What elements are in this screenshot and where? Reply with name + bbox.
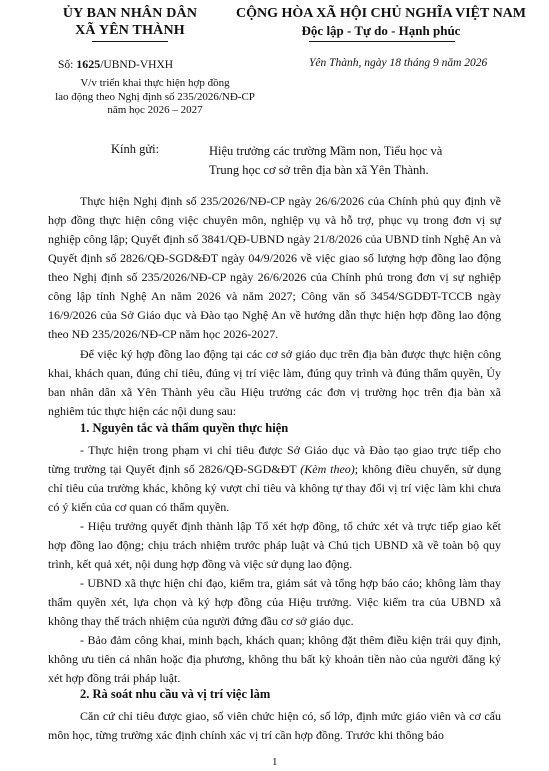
item-1-text-end: ; không điều chuyển, sử dụng chỉ tiêu của trường khác, không ký vượt chỉ tiêu và không tự thay đổi vị trí việc làm khi chưa có ý kiến của cơ quan có thẩm quyền. <box>48 462 501 514</box>
section-1-item-3: - UBND xã thực hiện chỉ đạo, kiểm tra, giám sát và tổng hợp báo cáo; không làm thay thẩm quyền xét, lựa chọn và ký hợp đồng của Hiệu trưởng. Việc kiểm tra của UBND xã không thay thế trách nhiệm của người đứng đầu cơ sở giáo dục. <box>48 576 501 628</box>
doc-number-suffix: /UBND-VHXH <box>100 59 174 71</box>
section-1-item-1 <box>48 441 501 517</box>
item-1-text-start: - Thực hiện trong phạm vi chỉ tiêu được Sở Giáo dục và Đào tạo giao trực tiếp cho từng trường tại Quyết định số 2826/QĐ-SGD&ĐT <box>48 443 501 476</box>
subject-line-3: năm học 2026 – 2027 <box>107 104 203 116</box>
section-1-item-4: - Bảo đảm công khai, minh bạch, khách quan; không đặt thêm điều kiện trái quy định, không ưu tiên cá nhân hoặc địa phương, không thu bất kỳ khoản tiền nào của người đăng ký xét hợp đồng trái pháp luật. <box>48 633 501 685</box>
authority-line-2: XÃ YÊN THÀNH <box>75 23 185 38</box>
national-motto: Độc lập - Tự do - Hạnh phúc <box>301 23 461 38</box>
addressee-line-2: Trung học cơ sở trên địa bàn xã Yên Thành. <box>209 163 429 177</box>
section-1-item-2: - Hiệu trưởng quyết định thành lập Tổ xét hợp đồng, tổ chức xét và trực tiếp giao kết hợp đồng lao động; chịu trách nhiệm trước pháp luật và Chủ tịch UBND xã về toàn bộ quy trình, kết quả xét, nội dung hợp đồng và việc sử dụng lao động. <box>48 519 501 571</box>
national-title <box>226 5 536 39</box>
addressee-label: Kính gửi: <box>111 142 160 156</box>
addressee-line-1: Hiệu trưởng các trường Mầm non, Tiểu học và <box>209 144 443 158</box>
subject-line-1: V/v triển khai thực hiện hợp đồng <box>80 77 230 89</box>
subject-line-2: lao động theo Nghị định số 235/2026/NĐ-CP <box>55 90 255 103</box>
motto-underline <box>309 41 455 42</box>
nation-name: CỘNG HÒA XÃ HỘI CHỦ NGHĨA VIỆT NAM <box>235 6 526 21</box>
section-2-heading: 2. Rà soát nhu cầu và vị trí việc làm <box>80 687 271 701</box>
issue-date: Yên Thành, ngày 18 tháng 9 năm 2026 <box>309 57 488 69</box>
authority-line-1: ỦY BAN NHÂN DÂN <box>62 6 198 21</box>
page-number: 1 <box>272 756 278 768</box>
paragraph-request: Để việc ký hợp đồng lao động tại các cơ sở giáo dục trên địa bàn được thực hiện công khai, khách quan, đúng chỉ tiêu, đúng vị trí việc làm, đúng quy trình và đúng thẩm quyền, Ủy ban nhân dân xã Yên Thành yêu cầu Hiệu trưởng các đơn vị trường học trên địa bàn xã nghiêm túc thực hiện các nội dung sau: <box>48 347 501 418</box>
doc-number-value: 1625 <box>76 57 101 71</box>
attachment-note: (Kèm theo) <box>300 462 355 476</box>
issuing-authority <box>30 5 230 39</box>
subject-block <box>30 77 280 118</box>
section-2-paragraph: Căn cứ chỉ tiêu được giao, số viên chức hiện có, số lớp, định mức giáo viên và cơ cấu môn học, từng trường xác định chính xác vị trí cần hợp đồng. Trước khi thông báo <box>48 709 501 742</box>
authority-underline <box>92 41 168 42</box>
addressee-recipients <box>209 142 529 180</box>
document-number <box>58 57 173 72</box>
paragraph-legal-basis: Thực hiện Nghị định số 235/2026/NĐ-CP ngày 26/6/2026 của Chính phủ quy định về hợp đồng thực hiện công việc chuyên môn, nghiệp vụ và hỗ trợ, phục vụ trong đơn vị sự nghiệp công lập; Quyết định số 3841/QĐ-UBND ngày 21/8/2026 của UBND tỉnh Nghệ An và Quyết định số 2826/QĐ-SGD&ĐT ngày 04/9/2026 về việc giao số lượng hợp đồng lao động theo Nghị định số 235/2026/NĐ-CP ngày 26/6/2026 của Chính phủ trong đơn vị sự nghiệp công lập tỉnh Nghệ An năm 2026 và năm 2027; Công văn số 3454/SGDĐT-TCCB ngày 16/9/2026 của Sở Giáo dục và Đào tạo Nghệ An về hướng dẫn thực hiện hợp đồng lao động theo NĐ 235/2026/NĐ-CP năm học 2026-2027. <box>48 194 501 341</box>
doc-number-prefix: Số: <box>58 59 74 71</box>
section-1-heading: 1. Nguyên tắc và thẩm quyền thực hiện <box>80 421 289 435</box>
